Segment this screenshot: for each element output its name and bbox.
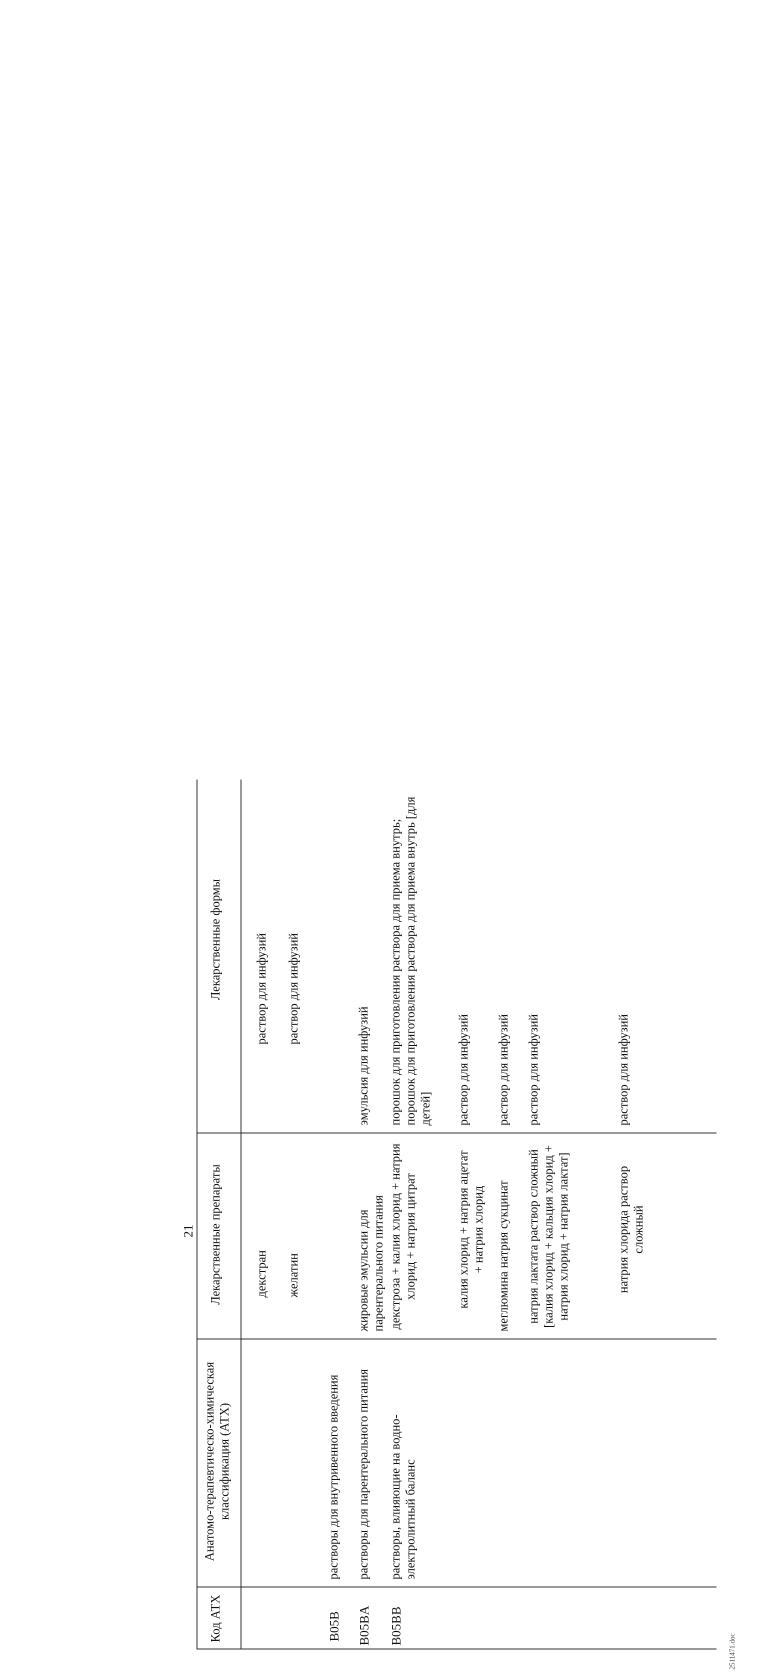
classification-b05b: растворы для внутривенного введения [326, 1374, 341, 1580]
form-sodium-lactate: раствор для инфузий [526, 1014, 541, 1126]
footer-file-code: 2511471.doc [728, 1633, 737, 1670]
classification-b05ba: растворы для парентерального питания [356, 1368, 371, 1580]
form-sodium-chloride: раствор для инфузий [616, 1014, 631, 1126]
form-dextrose-mix: порошок для приготовления раствора для приема внутрь; порошок для приготовления раствора для приема внутрь [для детей] [388, 796, 433, 1126]
code-b05b: B05B [326, 1611, 342, 1642]
drug-meglumine: меглюмина натрия сукцинат [496, 1180, 511, 1332]
drug-sodium-chloride: натрия хлорида раствор сложный [616, 1165, 646, 1294]
drug-sodium-lactate: натрия лактата раствор сложный [калия хлорид + кальция хлорид + натрия хлорид + натрия лактат] [526, 1145, 571, 1328]
code-b05bb: B05BB [388, 1606, 404, 1646]
drug-fat-emulsions: жировые эмульсии для парентерального питания [356, 1195, 386, 1332]
header-forms: Лекарственные формы [208, 878, 223, 1001]
header-code: Код АТХ [208, 1594, 223, 1643]
form-meglumine: раствор для инфузий [496, 1014, 511, 1126]
page-number: 21 [180, 1224, 196, 1238]
code-b05ba: B05BA [356, 1605, 372, 1646]
classification-b05bb: растворы, влияющие на водно-электролитный баланс [388, 1414, 418, 1580]
drug-dextrose-mix: декстроза + калия хлорид + натрия хлорид + натрия цитрат [388, 1143, 418, 1330]
form-dextran: раствор для инфузий [254, 933, 269, 1045]
header-classification: Анатомо-терапевтическо-химическая классификация (АТХ) [202, 1361, 232, 1562]
rotated-page-content [133, 773, 773, 1678]
drug-dextran: декстран [254, 1250, 269, 1298]
form-gelatin: раствор для инфузий [286, 933, 301, 1045]
atc-table [197, 780, 717, 1650]
header-drugs: Лекарственные препараты [208, 1164, 223, 1305]
drug-gelatin: желатин [286, 1253, 301, 1298]
form-kcl-acetate: раствор для инфузий [456, 1014, 471, 1126]
drug-kcl-acetate: калия хлорид + натрия ацетат + натрия хлорид [456, 1150, 486, 1309]
form-fat-emulsions: эмульсия для инфузий [356, 1006, 371, 1126]
